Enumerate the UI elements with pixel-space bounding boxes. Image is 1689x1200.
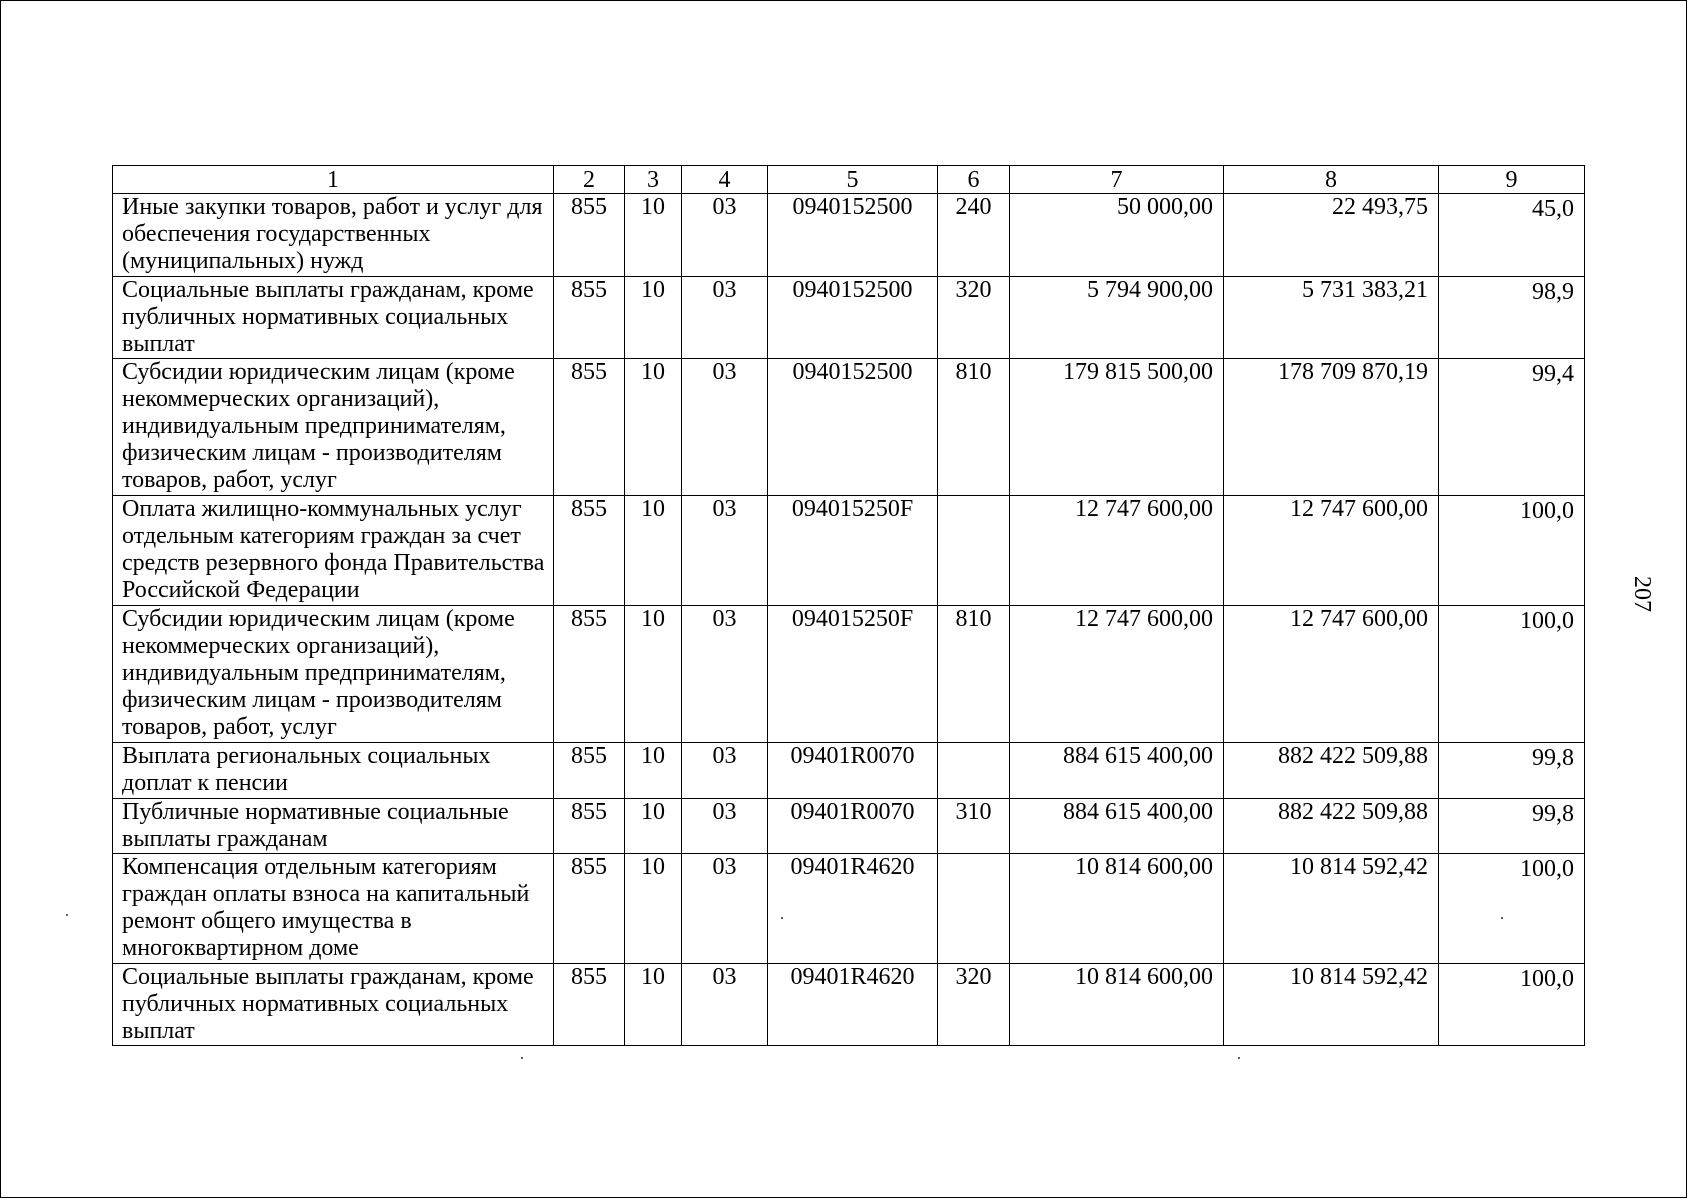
subsection-code: 03 (682, 854, 768, 964)
section-code: 10 (625, 964, 682, 1046)
ministry-code: 855 (554, 964, 625, 1046)
expense-type-code (938, 854, 1010, 964)
executed-amount: 5 731 383,21 (1224, 277, 1439, 359)
table-header-row (113, 166, 1585, 194)
scan-speck (66, 914, 68, 916)
budget-execution-table (112, 165, 1585, 1046)
expense-type-code: 810 (938, 359, 1010, 496)
section-code: 10 (625, 277, 682, 359)
executed-amount: 12 747 600,00 (1224, 496, 1439, 606)
expense-name: Социальные выплаты гражданам, кроме публичных нормативных социальных выплат (113, 964, 554, 1046)
scan-speck (1238, 1057, 1240, 1059)
column-header: 8 (1224, 166, 1439, 194)
executed-amount: 178 709 870,19 (1224, 359, 1439, 496)
planned-amount: 179 815 500,00 (1010, 359, 1224, 496)
execution-percent: 100,0 (1439, 854, 1585, 964)
scan-speck (521, 1057, 523, 1059)
expense-name: Публичные нормативные социальные выплаты гражданам (113, 799, 554, 854)
expense-name: Субсидии юридическим лицам (кроме некоммерческих организаций), индивидуальным предпринимателям, физическим лицам - производителям товаров, работ, услуг (113, 359, 554, 496)
expense-type-code: 310 (938, 799, 1010, 854)
expense-name: Социальные выплаты гражданам, кроме публичных нормативных социальных выплат (113, 277, 554, 359)
execution-percent: 99,8 (1439, 743, 1585, 799)
planned-amount: 884 615 400,00 (1010, 743, 1224, 799)
expense-type-code: 810 (938, 606, 1010, 743)
table-row (113, 277, 1585, 359)
executed-amount: 12 747 600,00 (1224, 606, 1439, 743)
column-header: 1 (113, 166, 554, 194)
executed-amount: 10 814 592,42 (1224, 854, 1439, 964)
target-article-code: 09401R4620 (768, 854, 938, 964)
planned-amount: 10 814 600,00 (1010, 854, 1224, 964)
planned-amount: 5 794 900,00 (1010, 277, 1224, 359)
expense-name: Компенсация отдельным категориям граждан оплаты взноса на капитальный ремонт общего имущества в многоквартирном доме (113, 854, 554, 964)
section-code: 10 (625, 799, 682, 854)
column-header: 5 (768, 166, 938, 194)
execution-percent: 100,0 (1439, 496, 1585, 606)
table-row (113, 854, 1585, 964)
expense-name: Субсидии юридическим лицам (кроме некоммерческих организаций), индивидуальным предпринимателям, физическим лицам - производителям товаров, работ, услуг (113, 606, 554, 743)
subsection-code: 03 (682, 277, 768, 359)
table-row (113, 743, 1585, 799)
target-article-code: 0940152500 (768, 359, 938, 496)
expense-name: Оплата жилищно-коммунальных услуг отдельным категориям граждан за счет средств резервного фонда Правительства Российской Федерации (113, 496, 554, 606)
planned-amount: 10 814 600,00 (1010, 964, 1224, 1046)
table-row (113, 359, 1585, 496)
section-code: 10 (625, 606, 682, 743)
table-row (113, 496, 1585, 606)
column-header: 7 (1010, 166, 1224, 194)
planned-amount: 12 747 600,00 (1010, 606, 1224, 743)
planned-amount: 12 747 600,00 (1010, 496, 1224, 606)
target-article-code: 094015250F (768, 606, 938, 743)
execution-percent: 99,8 (1439, 799, 1585, 854)
section-code: 10 (625, 359, 682, 496)
expense-type-code (938, 496, 1010, 606)
target-article-code: 094015250F (768, 496, 938, 606)
column-header: 9 (1439, 166, 1585, 194)
planned-amount: 884 615 400,00 (1010, 799, 1224, 854)
ministry-code: 855 (554, 277, 625, 359)
subsection-code: 03 (682, 606, 768, 743)
subsection-code: 03 (682, 743, 768, 799)
table-row (113, 964, 1585, 1046)
subsection-code: 03 (682, 359, 768, 496)
execution-percent: 99,4 (1439, 359, 1585, 496)
expense-type-code: 320 (938, 277, 1010, 359)
executed-amount: 882 422 509,88 (1224, 799, 1439, 854)
execution-percent: 100,0 (1439, 964, 1585, 1046)
ministry-code: 855 (554, 194, 625, 277)
column-header: 4 (682, 166, 768, 194)
table-row (113, 799, 1585, 854)
section-code: 10 (625, 743, 682, 799)
scan-speck (1501, 917, 1503, 919)
expense-type-code (938, 743, 1010, 799)
target-article-code: 09401R0070 (768, 799, 938, 854)
scan-speck (781, 917, 783, 919)
column-header: 2 (554, 166, 625, 194)
expense-name: Выплата региональных социальных доплат к пенсии (113, 743, 554, 799)
subsection-code: 03 (682, 964, 768, 1046)
target-article-code: 09401R0070 (768, 743, 938, 799)
ministry-code: 855 (554, 743, 625, 799)
ministry-code: 855 (554, 854, 625, 964)
column-header: 3 (625, 166, 682, 194)
execution-percent: 45,0 (1439, 194, 1585, 277)
target-article-code: 0940152500 (768, 277, 938, 359)
section-code: 10 (625, 854, 682, 964)
section-code: 10 (625, 194, 682, 277)
expense-name: Иные закупки товаров, работ и услуг для обеспечения государственных (муниципальных) нужд (113, 194, 554, 277)
execution-percent: 98,9 (1439, 277, 1585, 359)
column-header: 6 (938, 166, 1010, 194)
section-code: 10 (625, 496, 682, 606)
executed-amount: 10 814 592,42 (1224, 964, 1439, 1046)
subsection-code: 03 (682, 496, 768, 606)
table-row (113, 194, 1585, 277)
expense-type-code: 240 (938, 194, 1010, 277)
subsection-code: 03 (682, 194, 768, 277)
target-article-code: 09401R4620 (768, 964, 938, 1046)
ministry-code: 855 (554, 799, 625, 854)
execution-percent: 100,0 (1439, 606, 1585, 743)
subsection-code: 03 (682, 799, 768, 854)
ministry-code: 855 (554, 496, 625, 606)
page-number: 207 (1629, 576, 1655, 612)
expense-type-code: 320 (938, 964, 1010, 1046)
executed-amount: 22 493,75 (1224, 194, 1439, 277)
table-row (113, 606, 1585, 743)
ministry-code: 855 (554, 359, 625, 496)
planned-amount: 50 000,00 (1010, 194, 1224, 277)
ministry-code: 855 (554, 606, 625, 743)
target-article-code: 0940152500 (768, 194, 938, 277)
executed-amount: 882 422 509,88 (1224, 743, 1439, 799)
